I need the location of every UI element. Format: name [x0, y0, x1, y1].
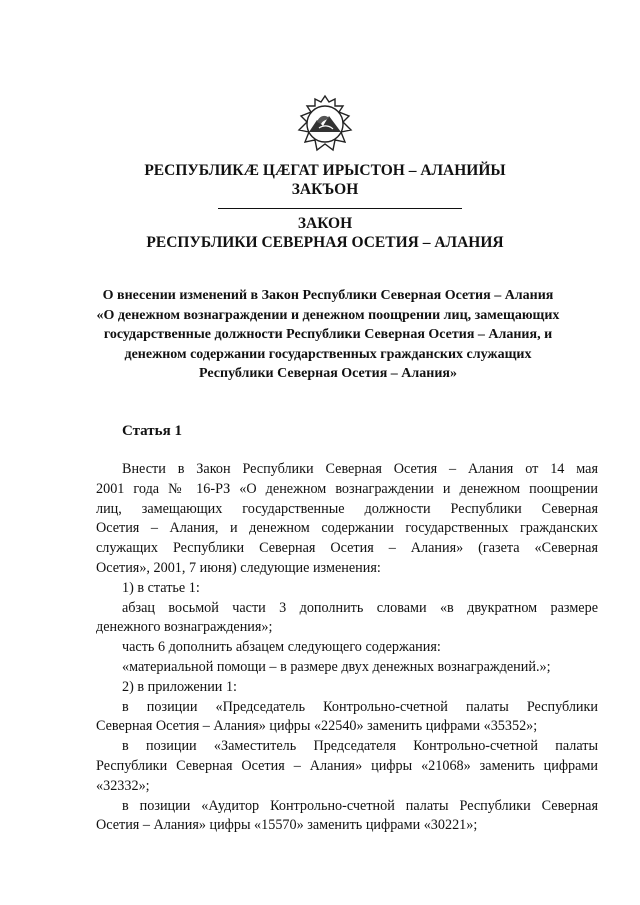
body-line: лиц, замещающих государственные должности Республики Северная: [96, 500, 598, 517]
subject-line: государственные должности Республики Северная Осетия – Алания, и: [103, 327, 553, 342]
subject-line: «О денежном вознаграждении и денежном поощрении лиц, замещающих: [96, 307, 560, 323]
body-line: в позиции «Заместитель Председателя Контрольно-счетной палаты: [122, 738, 598, 755]
body-line: в позиции «Председатель Контрольно-счетной палаты Республики: [122, 698, 598, 715]
list-item-1: 1) в статье 1:: [122, 579, 200, 596]
article-title: Статья 1: [122, 423, 182, 439]
body-line: в позиции «Аудитор Контрольно-счетной палаты Республики Северная: [122, 797, 598, 814]
coat-of-arms-emblem: [293, 92, 357, 156]
body-line: служащих Республики Северная Осетия – Алания» (газета «Северная: [96, 540, 598, 557]
header-republic: РЕСПУБЛИКИ СЕВЕРНАЯ ОСЕТИЯ – АЛАНИЯ: [146, 234, 504, 251]
header-law: ЗАКОН: [297, 215, 353, 232]
body-line: часть 6 дополнить абзацем следующего содержания:: [122, 639, 441, 656]
body-line: денежного вознаграждения»;: [96, 619, 273, 636]
subject-line: денежном содержании государственных гражданских служащих: [124, 346, 532, 362]
body-line: Республики Северная Осетия – Алания» цифры «21068» заменить цифрами: [96, 757, 598, 774]
body-line: Осетия – Алания, и денежном содержании государственных гражданских: [96, 520, 598, 537]
article-body: [96, 460, 598, 836]
body-line: Северная Осетия – Алания» цифры «22540» заменить цифрами «35352»;: [96, 718, 538, 735]
body-line: Внести в Закон Республики Северная Осетия – Алания от 14 мая: [122, 461, 598, 477]
header-ossetian-republic: РЕСПУБЛИКÆ ЦÆГАТ ИРЫСТОН – АЛАНИЙЫ: [144, 162, 506, 179]
body-line: абзац восьмой части 3 дополнить словами «в двукратном размере: [122, 599, 598, 616]
list-item-2: 2) в приложении 1:: [122, 678, 237, 695]
header-divider: [218, 208, 462, 209]
body-line: «32332»;: [96, 777, 150, 794]
body-line: «материальной помощи – в размере двух денежных вознаграждений.»;: [122, 658, 551, 675]
law-subject-title: [88, 286, 568, 384]
body-line: Осетия», 2001, 7 июня) следующие изменения:: [96, 559, 381, 576]
body-line: Осетия – Алания» цифры «15570» заменить цифрами «30221»;: [96, 817, 478, 834]
subject-line: Республики Северная Осетия – Алания»: [199, 366, 457, 381]
header-ossetian-law: ЗАКЪОН: [291, 181, 359, 198]
body-line: 2001 года № 16-РЗ «О денежном вознаграждении и денежном поощрении: [96, 480, 598, 497]
subject-line: О внесении изменений в Закон Республики Северная Осетия – Алания: [102, 288, 554, 303]
